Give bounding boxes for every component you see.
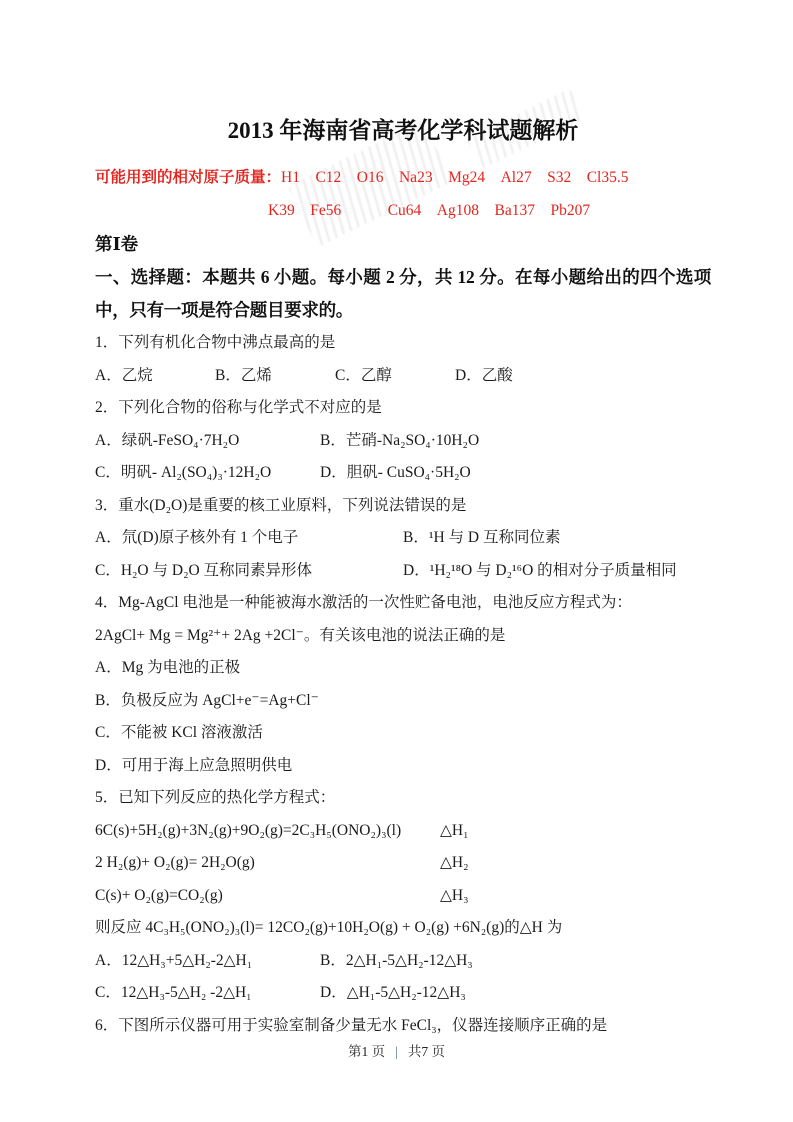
footer-separator: | xyxy=(395,1044,398,1059)
option-b: B．负极反应为 AgCl+e⁻=Ag+Cl⁻ xyxy=(95,691,319,709)
atomic-mass-note xyxy=(95,161,711,194)
option-c: C．H₂O 与 D₂O 互称同素异形体 xyxy=(95,561,313,579)
question-3-options-row-1 xyxy=(95,522,711,555)
thermochemical-equation-3 xyxy=(95,880,711,913)
equation-formula: 6C(s)+5H₂(g)+3N₂(g)+9O₂(g)=2C₃H₅(ONO₂)₃(l) xyxy=(95,821,402,839)
equation-formula: C(s)+ O₂(g)=CO₂(g) xyxy=(95,886,223,904)
option-a: A．乙烷 xyxy=(95,366,153,384)
question-6-stem: 6．下图所示仪器可用于实验室制备少量无水 FeCl₃，仪器连接顺序正确的是 xyxy=(95,1016,608,1034)
option-d: D．¹H₂¹⁸O 与 D₂¹⁶O 的相对分子质量相同 xyxy=(403,561,677,579)
question-2-options-row-2 xyxy=(95,457,711,490)
option-d: D．乙酸 xyxy=(455,366,513,384)
question-5-stem: 5．已知下列反应的热化学方程式： xyxy=(95,789,336,806)
question-5-options-row-1 xyxy=(95,945,711,978)
delta-h-label: △H₃ xyxy=(440,886,469,904)
question-3-options-row-2 xyxy=(95,555,711,588)
option-c: C．明矾- Al₂(SO₄)₃·12H₂O xyxy=(95,464,272,481)
atomic-mass-values-line1: H1 C12 O16 Na23 Mg24 Al27 S32 Cl35.5 xyxy=(281,169,629,186)
footer-total-pages: 共7 页 xyxy=(407,1044,445,1059)
page-footer xyxy=(0,1040,793,1060)
question-5-conclusion: 则反应 4C₃H₅(ONO₂)₃(l)= 12CO₂(g)+10H₂O(g) + O₂(g) +6N₂(g)的△H 为 xyxy=(95,919,563,936)
option-c: C．12△H₃-5△H₂ -2△H₁ xyxy=(95,984,252,1001)
option-a: A．绿矾-FeSO₄·7H₂O xyxy=(95,431,240,449)
question-2-stem: 2．下列化合物的俗称与化学式不对应的是 xyxy=(95,399,382,416)
equation-formula: 2 H₂(g)+ O₂(g)= 2H₂O(g) xyxy=(95,854,255,871)
question-4-equation: 2AgCl+ Mg = Mg²⁺+ 2Ag +2Cl⁻。有关该电池的说法正确的是 xyxy=(95,626,506,644)
atomic-mass-values-line2: K39 Fe56 Cu64 Ag108 Ba137 Pb207 xyxy=(268,202,591,219)
delta-h-label: △H₂ xyxy=(440,854,469,871)
option-d: D．胆矾- CuSO₄·5H₂O xyxy=(320,464,471,481)
question-5-options-row-2 xyxy=(95,977,711,1010)
document-content xyxy=(95,116,711,1042)
option-b: B．2△H₁-5△H₂-12△H₃ xyxy=(320,951,473,969)
question-2-options-row-1 xyxy=(95,425,711,458)
question-3-stem: 3．重水(D₂O)是重要的核工业原料，下列说法错误的是 xyxy=(95,496,467,514)
option-c: C．乙醇 xyxy=(335,366,392,384)
option-b: B．乙烯 xyxy=(215,366,272,384)
option-b: B．¹H 与 D 互称同位素 xyxy=(403,529,561,546)
option-c: C．不能被 KCl 溶液激活 xyxy=(95,724,263,741)
delta-h-label: △H₁ xyxy=(440,821,469,839)
question-4-stem: 4．Mg-AgCl 电池是一种能被海水激活的一次性贮备电池，电池反应方程式为： xyxy=(95,594,632,611)
option-a: A．氘(D)原子核外有 1 个电子 xyxy=(95,529,299,546)
question-1-stem: 1．下列有机化合物中沸点最高的是 xyxy=(95,334,336,351)
option-d: D．△H₁-5△H₂-12△H₃ xyxy=(320,984,466,1001)
page-title: 2013 年海南省高考化学科试题解析 xyxy=(227,118,579,143)
thermochemical-equation-2 xyxy=(95,847,711,880)
option-d: D．可用于海上应急照明供电 xyxy=(95,756,293,774)
section-instructions: 一、选择题：本题共 6 小题。每小题 2 分，共 12 分。在每小题给出的四个选项中，只有一项是符合题目要求的。 xyxy=(95,267,711,320)
option-a: A．12△H₃+5△H₂-2△H₁ xyxy=(95,951,253,969)
option-b: B．芒硝-Na₂SO₄·10H₂O xyxy=(320,431,480,449)
footer-page-number: 第1 页 xyxy=(348,1044,386,1059)
thermochemical-equation-1 xyxy=(95,815,711,848)
section-heading: 第Ⅰ卷 xyxy=(95,234,139,254)
atomic-mass-label: 可能用到的相对原子质量： xyxy=(95,169,282,186)
option-a: A．Mg 为电池的正极 xyxy=(95,659,241,676)
question-1-options xyxy=(95,360,711,393)
